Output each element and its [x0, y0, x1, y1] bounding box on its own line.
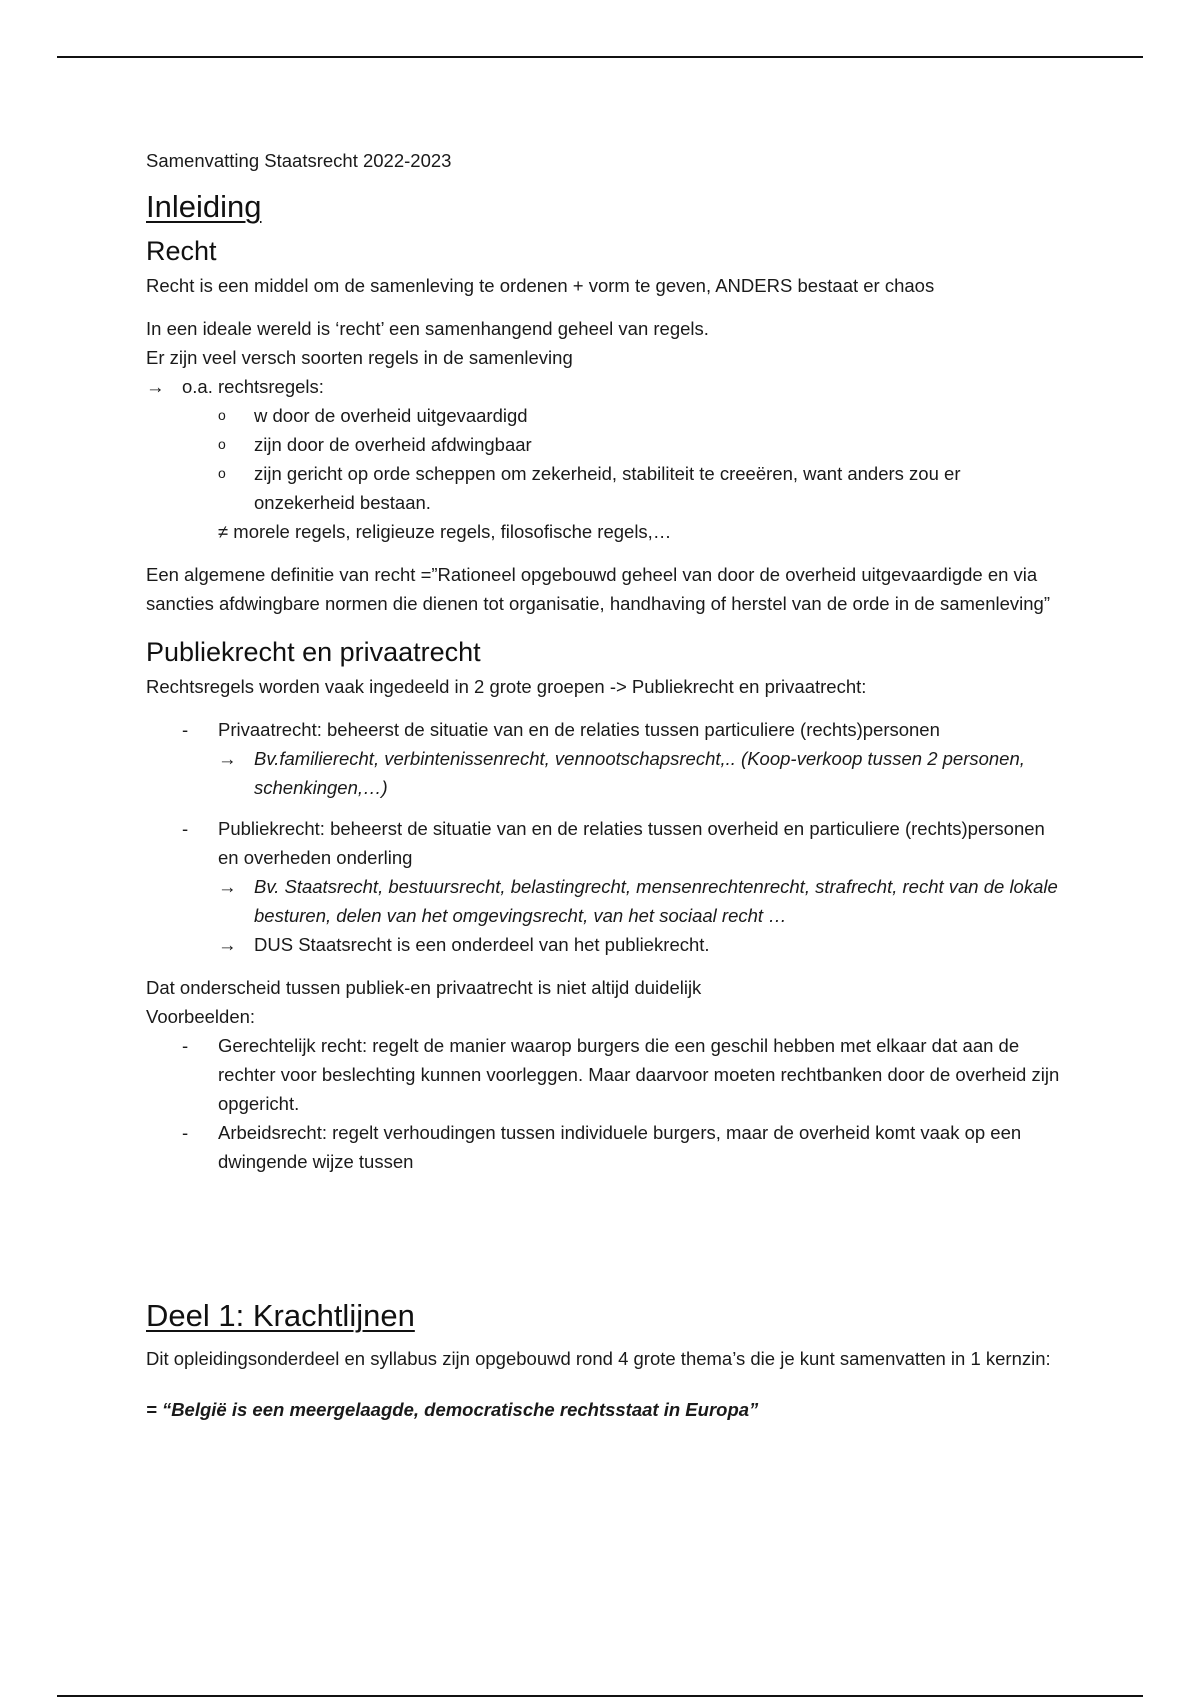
circle-bullet-icon: o: [218, 465, 226, 481]
document-page: [146, 146, 1066, 1424]
dash-bullet-icon: -: [182, 818, 189, 839]
recht-paragraph-2: [146, 314, 1066, 546]
section-spacer: [146, 1176, 1066, 1284]
list-item: [218, 430, 1066, 459]
distinction-block: [146, 973, 1066, 1176]
arrow-icon: →: [218, 934, 237, 955]
core-sentence: = “België is een meergelaagde, democratische rechtsstaat in Europa”: [146, 1399, 759, 1420]
list-item: [182, 1118, 1066, 1176]
sub-arrow-item: [218, 872, 1066, 930]
document-title: Samenvatting Staatsrecht 2022-2023: [146, 150, 452, 171]
dash-bullet-icon: -: [182, 1122, 189, 1143]
list-item-text: Gerechtelijk recht: regelt de manier waarop burgers die een geschil hebben met elkaar dat aan de rechter voor beslechting kunnen voorleggen. Maar daarvoor moeten rechtbanken door de overheid zijn opgericht.: [218, 1035, 1060, 1114]
heading-deel-1: Deel 1: Krachtlijnen: [146, 1298, 415, 1333]
list-item-text: w door de overheid uitgevaardigd: [254, 405, 528, 426]
not-equal-line: ≠ morele regels, religieuze regels, filosofische regels,…: [218, 521, 672, 542]
dash-bullet-icon: -: [182, 1035, 189, 1056]
arrow-icon: →: [218, 748, 237, 769]
examples-list: [146, 1031, 1066, 1176]
list-item-text: zijn gericht op orde scheppen om zekerheid, stabiliteit te creeëren, want anders zou er onzekerheid bestaan.: [254, 463, 961, 513]
sub-arrow-item: [218, 744, 1066, 802]
deel1-intro: Dit opleidingsonderdeel en syllabus zijn opgebouwd rond 4 grote thema’s die je kunt samenvatten in 1 kernzin:: [146, 1348, 1051, 1369]
circle-bullet-icon: o: [218, 407, 226, 423]
circle-bullet-icon: o: [218, 436, 226, 452]
rechtsregels-label: o.a. rechtsregels:: [182, 376, 324, 397]
heading-inleiding: Inleiding: [146, 189, 262, 224]
rechtsregels-arrow-item: [146, 372, 1066, 401]
rechtsgroepen-list: [146, 715, 1066, 959]
list-item-text: zijn door de overheid afdwingbaar: [254, 434, 532, 455]
list-item-privaatrecht: [182, 715, 1066, 802]
distinction-line-2: Voorbeelden:: [146, 1006, 256, 1027]
sub-arrow-text: Bv.familierecht, verbintenissenrecht, vennootschapsrecht,.. (Koop-verkoop tussen 2 personen, schenkingen,…): [254, 748, 1025, 798]
top-rule: [57, 56, 1143, 58]
sub-arrow-text: DUS Staatsrecht is een onderdeel van het publiekrecht.: [254, 934, 710, 955]
bottom-rule: [57, 1695, 1143, 1697]
list-item-text: Publiekrecht: beheerst de situatie van en de relaties tussen overheid en particuliere (rechts)personen en overheden onderling: [218, 818, 1045, 868]
arrow-icon: →: [218, 876, 237, 897]
heading-publiek-privaat: Publiekrecht en privaatrecht: [146, 637, 481, 667]
recht-paragraph-2-line-1: In een ideale wereld is ‘recht’ een samenhangend geheel van regels.: [146, 318, 709, 339]
list-item-text: Arbeidsrecht: regelt verhoudingen tussen individuele burgers, maar de overheid komt vaak op een dwingende wijze tussen: [218, 1122, 1022, 1172]
sub-arrow-item: [218, 930, 1066, 959]
arrow-icon: →: [146, 376, 165, 397]
sub-arrow-text: Bv. Staatsrecht, bestuursrecht, belastingrecht, mensenrechtenrecht, strafrecht, recht van de lokale besturen, delen van het omgevingsrecht, van het sociaal recht …: [254, 876, 1058, 926]
list-item-text: Privaatrecht: beheerst de situatie van en de relaties tussen particuliere (rechts)personen: [218, 719, 940, 740]
list-item: [218, 401, 1066, 430]
list-item: [218, 459, 1066, 517]
recht-paragraph-2-line-2: Er zijn veel versch soorten regels in de samenleving: [146, 347, 573, 368]
heading-recht: Recht: [146, 236, 217, 266]
dash-bullet-icon: -: [182, 719, 189, 740]
rechtsregels-list: [146, 401, 1066, 517]
distinction-line-1: Dat onderscheid tussen publiek-en privaatrecht is niet altijd duidelijk: [146, 977, 702, 998]
recht-paragraph-1: Recht is een middel om de samenleving te ordenen + vorm te geven, ANDERS bestaat er chaos: [146, 275, 935, 296]
definition-paragraph: Een algemene definitie van recht =”Rationeel opgebouwd geheel van door de overheid uitgevaardigde en via sancties afdwingbare normen die dienen tot organisatie, handhaving of herstel van de orde in de samenleving”: [146, 564, 1050, 614]
list-item-publiekrecht: [182, 814, 1066, 959]
publiek-privaat-intro: Rechtsregels worden vaak ingedeeld in 2 grote groepen -> Publiekrecht en privaatrecht:: [146, 676, 867, 697]
list-item: [182, 1031, 1066, 1118]
